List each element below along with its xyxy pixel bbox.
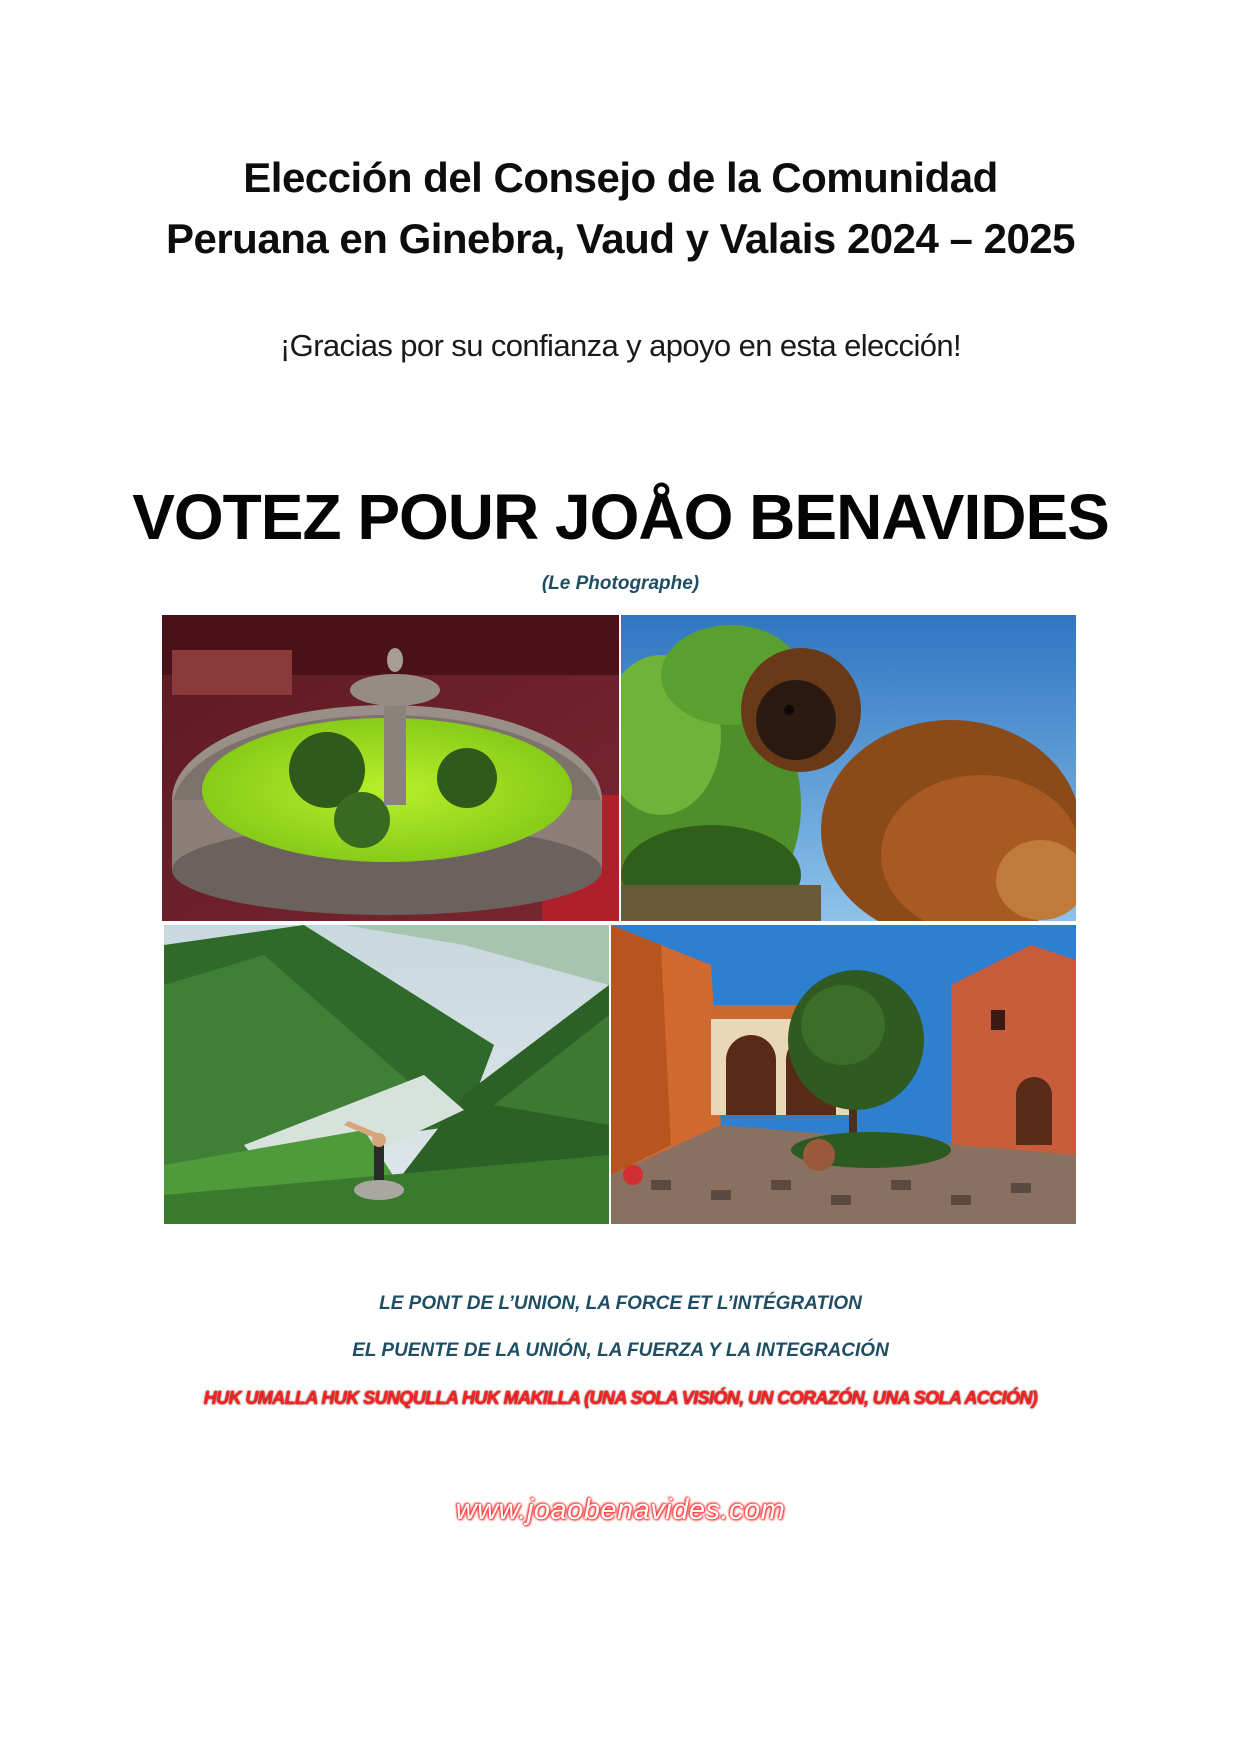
photo-fountain — [162, 615, 619, 921]
candidate-subtitle: (Le Photographe) — [541, 573, 700, 594]
title-line-2: Peruana en Ginebra, Vaud y Valais 2024 – 2025 — [165, 215, 1076, 262]
photo-valley — [164, 925, 609, 1224]
slogan-french: LE PONT DE L’UNION, LA FORCE ET L’INTÉGRATION — [379, 1293, 862, 1314]
title-line-1: Elección del Consejo de la Comunidad — [243, 154, 998, 201]
website-link[interactable]: www.joaobenavides.com — [455, 1494, 786, 1526]
slogan-spanish: EL PUENTE DE LA UNIÓN, LA FUERZA Y LA INTEGRACIÓN — [352, 1340, 889, 1361]
slogan-quechua: HUK UMALLA HUK SUNQULLA HUK MAKILLA (UNA SOLA VISIÓN, UN CORAZÓN, UNA SOLA ACCIÓN) — [203, 1388, 1038, 1408]
thanks-message: ¡Gracias por su confianza y apoyo en esta elección! — [279, 328, 962, 363]
photo-monkey — [621, 615, 1076, 921]
photo-courtyard — [611, 925, 1076, 1224]
vote-heading: VOTEZ POUR JOÅO BENAVIDES — [132, 481, 1109, 553]
